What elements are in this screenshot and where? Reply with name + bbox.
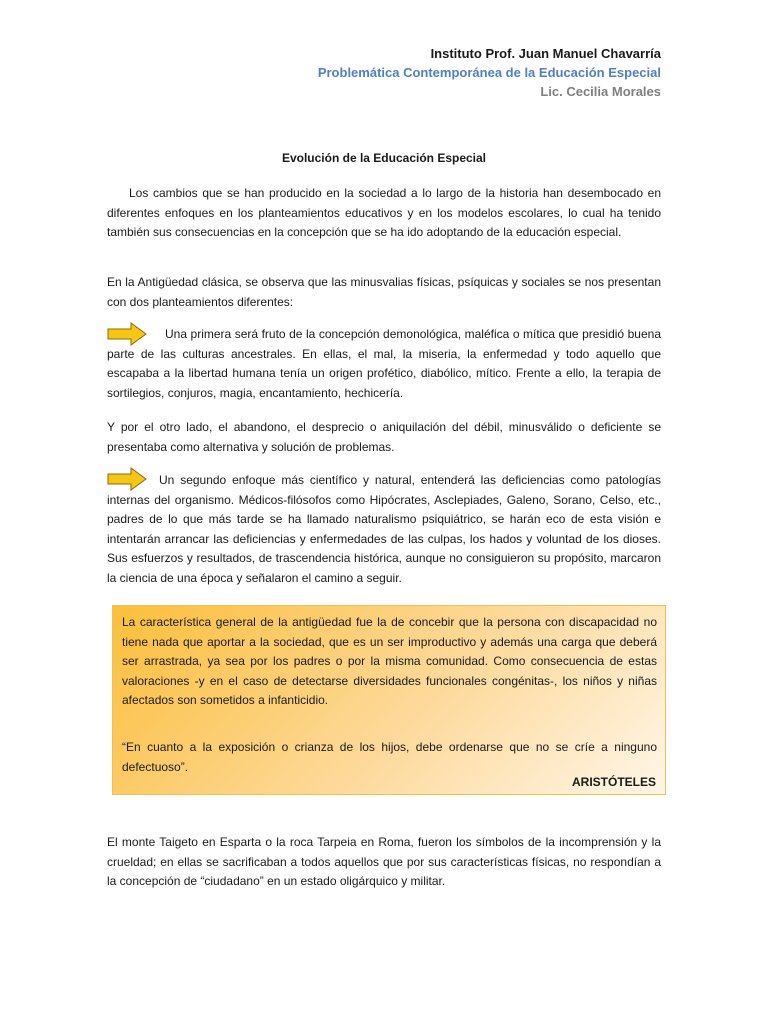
callout-quote: “En cuanto a la exposición o crianza de los hijos, debe ordenarse que no se críe a ninguno defectuoso”. xyxy=(122,740,657,774)
paragraph-first-approach: Una primera será fruto de la concepción demonológica, maléfica o mítica que presidió buena parte de las culturas ancestrales. En ellas, el mal, la miseria, la enfermedad y todo aquello que escapaba a la libertad humana tenía un origen profético, diabólico, mítico. Frente a ello, la terapia de sortilegios, conjuros, magia, encantamiento, hechicería. xyxy=(107,327,661,400)
paragraph-antiquity: En la Antigüedad clásica, se observa que las minusvalias físicas, psíquicas y sociales se nos presentan con dos planteamientos diferentes: xyxy=(107,275,661,309)
paragraph-taigeto: El monte Taigeto en Esparta o la roca Tarpeia en Roma, fueron los símbolos de la incomprensión y la crueldad; en ellas se sacrificaban a todos aquellos que por sus características físicas, no respondían a la concepción de “ciudadano” en un estado oligárquico y militar. xyxy=(107,835,661,888)
institute-name: Instituto Prof. Juan Manuel Chavarría xyxy=(430,46,661,61)
callout-text: La característica general de la antigüedad fue la de concebir que la persona con discapacidad no tiene nada que aportar a la sociedad, que es un ser improductivo y además una carga que deberá ser arrastrada, ya sea por los padres o por la misma comunidad. Como consecuencia de estas valoraciones -y en el caso de detectarse diversidades funcionales congénitas-, los niños y niñas afectados son sometidos a infanticidio. xyxy=(122,615,657,707)
paragraph-intro: Los cambios que se han producido en la sociedad a lo largo de la historia han desembocado en diferentes enfoques en los planteamientos educativos y en los modelos escolares, lo cual ha tenido también sus consecuencias en la concepción que se ha ido adoptando de la educación especial. xyxy=(107,186,661,239)
paragraph-other-side: Y por el otro lado, el abandono, el desprecio o aniquilación del débil, minusválido o deficiente se presentaba como alternativa y solución de problemas. xyxy=(107,420,661,454)
lecturer-name: Lic. Cecilia Morales xyxy=(540,84,661,99)
document-title: Evolución de la Educación Especial xyxy=(281,151,487,165)
course-title: Problemática Contemporánea de la Educación Especial xyxy=(317,65,661,80)
quote-author: ARISTÓTELES xyxy=(571,775,656,789)
page-header xyxy=(318,44,661,101)
highlight-callout-box xyxy=(112,605,666,795)
paragraph-second-approach: Un segundo enfoque más científico y natural, entenderá las deficiencias como patologías internas del organismo. Médicos-filósofos como Hipócrates, Asclepiades, Galeno, Sorano, Celso, etc., padres de lo que más tarde se ha llamado naturalismo psiquiátrico, se harán eco de esta visión e intentarán arrancar las deficiencias y enfermedades de las culpas, los hados y voluntad de los dioses. Sus esfuerzos y resultados, de trascendencia histórica, aunque no consiguieron su propósito, marcaron la ciencia de una época y señalaron el camino a seguir. xyxy=(107,473,661,585)
